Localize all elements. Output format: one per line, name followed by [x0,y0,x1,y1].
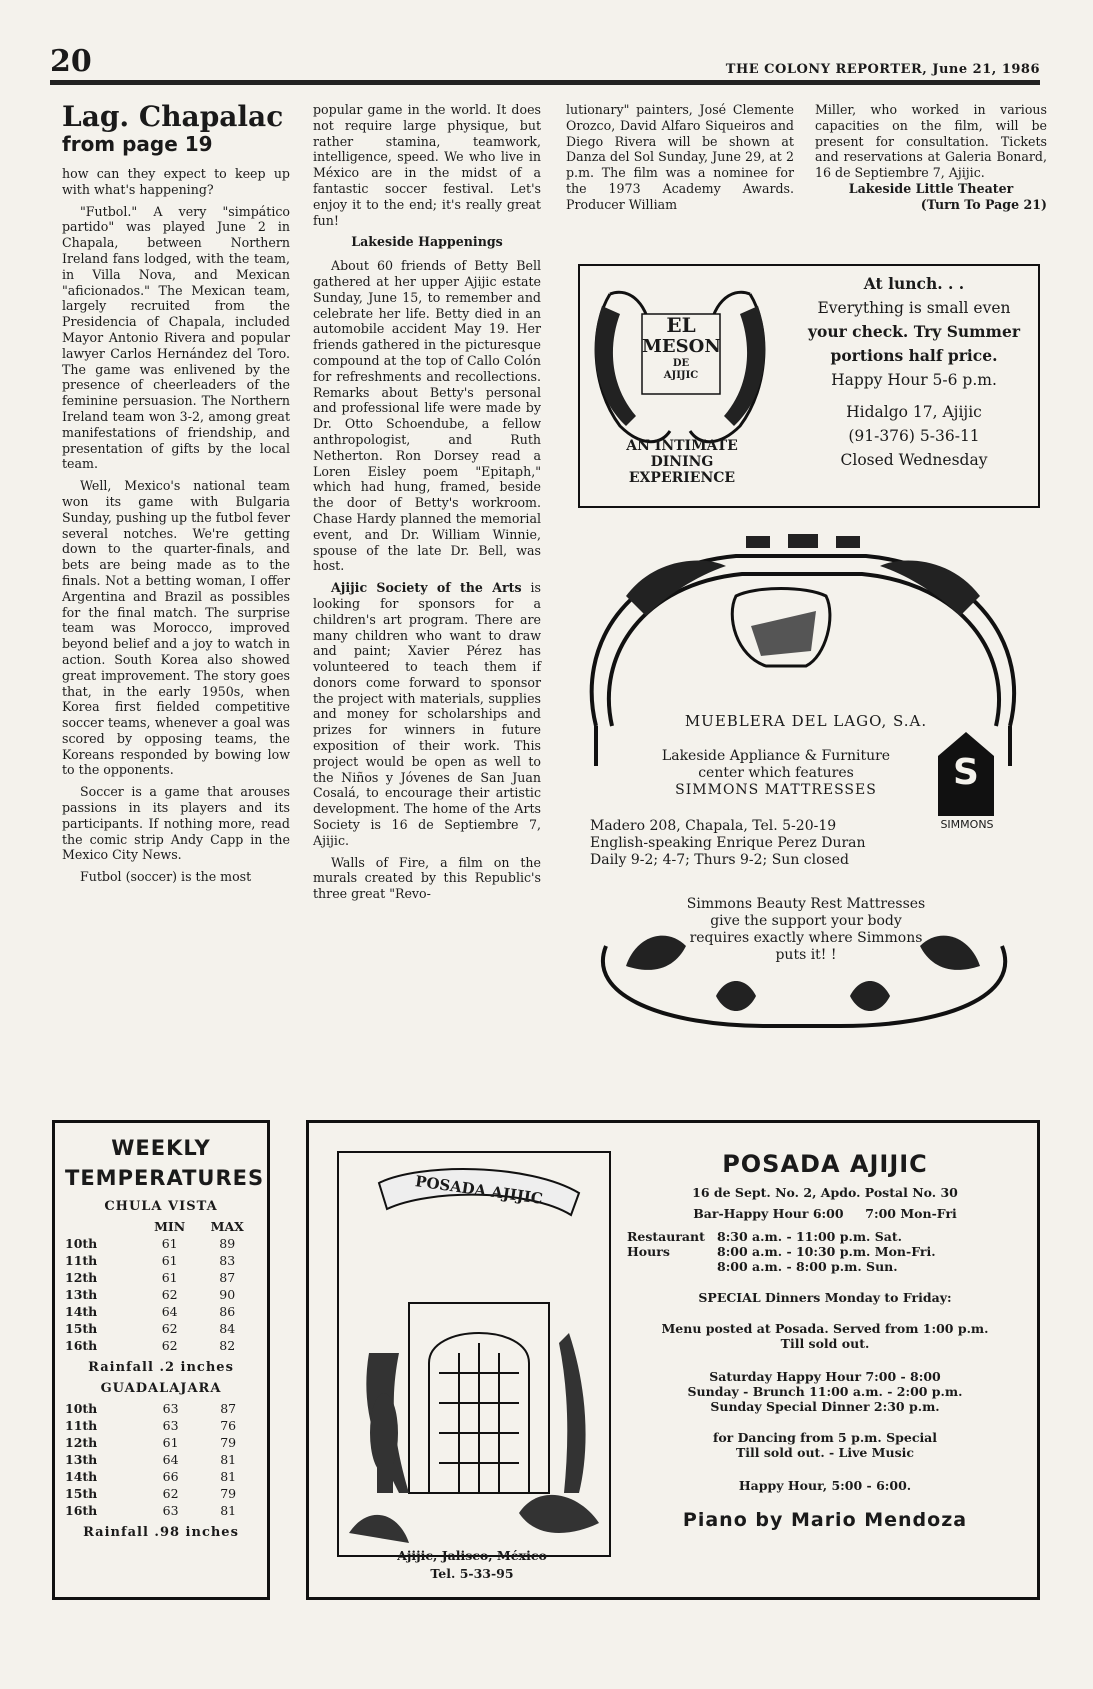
logo-de: DE [672,358,690,369]
temperature-row [65,1337,257,1354]
city-guadalajara: GUADALAJARA [100,1381,222,1396]
logo-el: EL [666,313,696,337]
min-cell: 61 [161,1253,178,1268]
col2-paragraph-2: About 60 friends of Betty Bell gathered at her upper Ajijic estate Sunday, June 15, to remember and celebrate her life. Betty died in an automobile accident May 19. Her friends gathered in the picturesque compound at the top of Callo Colón for refreshments and recollections. Remarks about Betty's personal and professional life were made by Dr. Otto Schoendube, a fellow anthropologist, and Ruth Netherton. Ron Dorsey read a Loren Eisley poem "Epitaph," which had hung, framed, beside the door of Betty's workroom. Chase Hardy planned the memorial event, and Dr. William Winnie, spouse of the late Dr. Bell, was host. [313,258,541,574]
posada-title: POSADA AJIJIC [722,1150,928,1178]
meson-happy-hour: Happy Hour 5-6 p.m. [831,371,997,389]
min-cell: 63 [162,1401,179,1416]
day-cell: 16th [65,1338,98,1353]
hours-sun: 8:00 a.m. - 8:00 p.m. Sun. [717,1259,898,1274]
meson-phone: (91-376) 5-36-11 [848,427,980,445]
little-theater-line: Lakeside Little Theater [848,180,1014,196]
page-number: 20 [50,44,92,79]
temperature-row [65,1235,257,1252]
day-cell: 15th [65,1486,98,1501]
max-cell: 81 [220,1503,237,1518]
subhead: from page 19 [62,132,213,156]
day-cell: 11th [65,1418,98,1433]
column-4 [815,102,1047,213]
menu-line-2: Till sold out. [780,1336,870,1351]
meson-lunch: At lunch. . . [863,274,965,293]
sign-posada: POSADA [414,1172,488,1200]
dancing-line-2: Till sold out. - Live Music [736,1445,914,1460]
simmons-logo-letter: S [953,752,979,793]
hours-mon-fri: 8:00 a.m. - 10:30 p.m. Mon-Fri. [717,1244,936,1259]
column-2 [313,102,541,908]
posada-address: 16 de Sept. No. 2, Apdo. Postal No. 30 [692,1185,958,1200]
weekly-temperatures-box [52,1120,270,1600]
hours-sat: 8:30 a.m. - 11:00 p.m. Sat. [717,1229,903,1244]
sunday-dinner: Sunday Special Dinner 2:30 p.m. [710,1399,940,1414]
temperature-row [65,1502,257,1519]
max-cell: 89 [219,1236,236,1251]
menu-line-1: Menu posted at Posada. Served from 1:00 p.m. [661,1321,989,1336]
logo-meson: MESON [642,336,721,357]
temperature-row [65,1417,257,1434]
simmons-logo-word: SIMMONS [940,818,994,831]
temperature-row [65,1303,257,1320]
mueblera-speaker: English-speaking Enrique Perez Duran [590,835,866,851]
day-cell: 10th [65,1401,98,1416]
arts-society-lead: Ajijic Society of the Arts [331,580,522,596]
turn-to-page: (Turn To Page 21) [920,196,1047,212]
day-cell: 11th [65,1253,98,1268]
rainfall-guadalajara: Rainfall .98 inches [83,1525,239,1540]
max-cell: 87 [219,1270,236,1285]
chula-vista-table [65,1218,257,1354]
weather-title-2: TEMPERATURES [65,1166,265,1190]
meson-line-4: portions half price. [830,346,998,365]
posada-caption-1: Ajijic, Jalisco, México [397,1548,547,1563]
col2-paragraph-1: popular game in the world. It does not require large physique, but rather stamina, teamwork, intelligence, speed. We who live in México are in the midst of a fantastic soccer festival. Let's enjoy it to the end; it's really great fun! [313,102,541,228]
sign-ajijic: AJIJIC [490,1182,544,1208]
col4-paragraph: Miller, who worked in various capacities on the film, will be present for consultation. Tickets and reservations at Galeria Bonard, 16 de Septiembre 7, Ajijic. [815,102,1047,181]
temperature-row [65,1252,257,1269]
guadalajara-table [65,1400,257,1519]
day-cell: 12th [65,1435,98,1450]
col1-paragraph-3: Well, Mexico's national team won its game with Bulgaria Sunday, pushing up the futbol fever several notches. We're getting down to the quarter-finals, and bets are being made as to the finals. Not a betting woman, I offer Argentina and Brazil as possibles for the final match. The surprise team was Morocco, improved beyond belief and a joy to watch in action. South Korea also showed great improvement. The story goes that, in the early 1950s, when Korea first fielded competitive soccer teams, whenever a goal was scored by opposing teams, the Koreans responded by bowing low to the opponents. [62,478,290,778]
min-cell: 63 [162,1503,179,1518]
max-cell: 84 [219,1321,236,1336]
gate-illustration-icon [339,1153,609,1555]
masthead: THE COLONY REPORTER, June 21, 1986 [725,62,1040,77]
col1-paragraph-2: "Futbol." A very "simpático partido" was played June 2 in Chapala, between Northern Ireland fans lodged, with the team, in Villa Nova, and Mexican "aficionados." The Mexican team, largely recruited from the Presidencia of Chapala, included Mayor Antonio Rivera and popular lawyer Carlos Hernández del Toro. The game was enlivened by the presence of cheerleaders of the feminine persuasion. The Northern Ireland team won 3-2, among great manifestations of friendship, and presentation of gifts by the local team. [62,203,290,472]
weather-title-1: WEEKLY [111,1136,211,1160]
temperature-row [65,1434,257,1451]
max-cell: 87 [220,1401,237,1416]
meson-address: Hidalgo 17, Ajijic [846,403,982,421]
col2-paragraph-4: Walls of Fire, a film on the murals created by this Republic's three great "Revo- [313,854,541,902]
day-cell: 12th [65,1270,98,1285]
col1-paragraph-4: Soccer is a game that arouses passions in its players and its participants. If nothing more, read the comic strip Andy Capp in the Mexico City News. [62,784,290,863]
rainfall-chula-vista: Rainfall .2 inches [88,1360,234,1375]
mueblera-hours: Daily 9-2; 4-7; Thurs 9-2; Sun closed [590,852,849,868]
temperature-row [65,1485,257,1502]
dancing-line-1: for Dancing from 5 p.m. Special [712,1430,938,1445]
col2-paragraph-3: is looking for sponsors for a children's art program. There are many children who want to draw and paint; Xavier Pérez has volunteered to teach them if donors come forward to sponsor the project with materials, supplies and money for scholarships and prizes for winners in future exposition of their work. This project would be open as well to the Niños y Jóvenes de San Juan Cosalá, to encourage their artistic development. The home of the Arts Society is 16 de Septiembre 7, Ajijic. [313,580,541,848]
posada-ajijic-ad [306,1120,1040,1600]
sunday-brunch: Sunday - Brunch 11:00 a.m. - 2:00 p.m. [687,1384,963,1399]
max-cell: 90 [219,1287,236,1302]
min-cell: 63 [162,1418,179,1433]
day-cell: 16th [65,1503,98,1518]
mueblera-line-1: Lakeside Appliance & Furniture [661,748,891,764]
col1-paragraph-1: how can they expect to keep up with what's happening? [62,166,290,197]
temperature-row [65,1286,257,1303]
max-cell: 81 [220,1469,237,1484]
temperature-row [65,1400,257,1417]
max-cell: 83 [219,1253,236,1268]
day-cell: 14th [65,1469,98,1484]
max-cell: 76 [220,1418,237,1433]
mueblera-ad [566,526,1040,1036]
min-cell: 64 [162,1452,179,1467]
simmons-line-4: puts it! ! [775,947,837,963]
meson-closed: Closed Wednesday [840,451,988,469]
piano-line: Piano by Mario Mendoza [682,1509,968,1531]
tagline-2: DINING [650,454,714,470]
special-dinners: SPECIAL Dinners Monday to Friday: [698,1290,952,1305]
logo-ajijic: AJIJIC [663,370,699,381]
tagline-1: AN INTIMATE [626,438,738,454]
temperature-row [65,1320,257,1337]
min-cell: 61 [161,1236,178,1251]
posada-happy-hour: Happy Hour, 5:00 - 6:00. [738,1478,912,1493]
temperature-row [65,1269,257,1286]
min-cell: 62 [161,1321,178,1336]
max-cell: 79 [220,1486,237,1501]
simmons-line-2: give the support your body [710,913,902,929]
min-cell: 64 [161,1304,178,1319]
mueblera-name: MUEBLERA DEL LAGO, S.A. [684,712,928,730]
saturday-happy-hour: Saturday Happy Hour 7:00 - 8:00 [709,1369,941,1384]
meson-line-3: your check. Try Summer [808,322,1020,341]
day-cell: 14th [65,1304,98,1319]
max-cell: 82 [219,1338,236,1353]
min-cell: 62 [162,1486,179,1501]
meson-line-2: Everything is small even [817,299,1011,317]
mueblera-address: Madero 208, Chapala, Tel. 5-20-19 [590,818,837,834]
day-cell: 13th [65,1287,98,1302]
city-chula-vista: CHULA VISTA [104,1199,218,1214]
min-cell: 61 [162,1435,179,1450]
max-cell: 79 [220,1435,237,1450]
min-cell: 62 [161,1287,178,1302]
posada-bar: Bar-Happy Hour 6:00 7:00 Mon-Fri [693,1206,957,1221]
header-rule [50,80,1040,85]
simmons-line-3: requires exactly where Simmons [689,930,923,946]
max-cell: 86 [219,1304,236,1319]
day-cell: 13th [65,1452,98,1467]
day-cell: 15th [65,1321,98,1336]
headline: Lag. Chapalac [62,100,284,133]
mueblera-line-3: SIMMONS MATTRESSES [675,782,877,798]
day-cell: 10th [65,1236,98,1251]
section-heading-lakeside: Lakeside Happenings [351,234,503,250]
min-cell: 61 [161,1270,178,1285]
max-cell: 81 [220,1452,237,1467]
posada-illustration [337,1151,611,1557]
temperature-row [65,1468,257,1485]
posada-caption-2: Tel. 5-33-95 [430,1566,514,1581]
column-3 [566,102,794,219]
temperature-row [65,1451,257,1468]
simmons-line-1: Simmons Beauty Rest Mattresses [686,896,926,912]
tagline-3: EXPERIENCE [628,470,736,486]
el-meson-ad [578,264,1040,508]
column-1 [62,102,290,891]
min-cell: 62 [161,1338,178,1353]
restaurant-hours-label: Restaurant Hours [627,1229,705,1259]
col3-paragraph: lutionary" painters, José Clemente Orozco, David Alfaro Siqueiros and Diego Rivera will be shown at Danza del Sol Sunday, June 29, at 2 p.m. The film was a nominee for the 1973 Academy Awards. Producer William [566,102,794,212]
min-cell: 66 [162,1469,179,1484]
col1-paragraph-5: Futbol (soccer) is the most [80,869,252,885]
mueblera-line-2: center which features [698,765,854,781]
min-header: MIN [154,1219,186,1234]
max-header: MAX [210,1219,244,1234]
